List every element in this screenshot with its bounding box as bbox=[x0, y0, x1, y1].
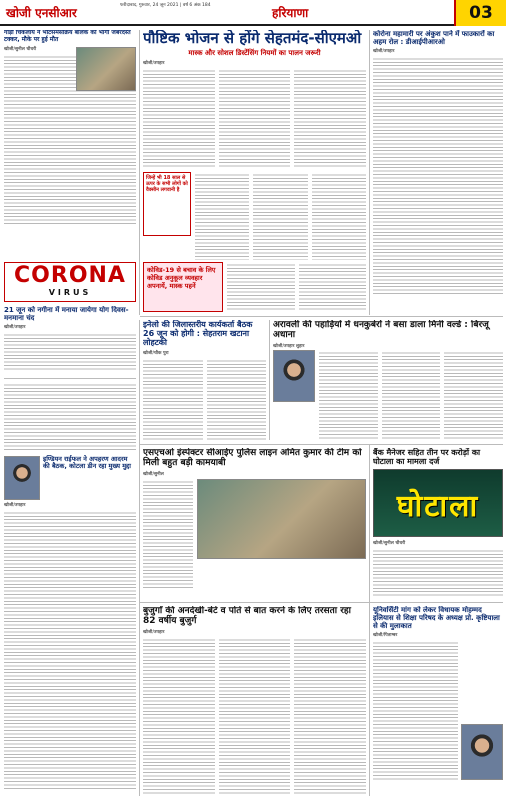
pink-notice-text: कोविड-19 से बचाव के लिए कोविड अनुकूल व्यवहार अपनायें, मास्क पहनें bbox=[147, 266, 216, 290]
story-cia-headline: एसएचओ इंस्पेक्टर सीआईए पुलिस लाइन अमित कुमार की टीम को मिली बहुत बड़ी कामयाबी bbox=[143, 448, 362, 469]
corona-word: CORONA bbox=[14, 263, 126, 288]
virus-word: VIRUS bbox=[48, 288, 92, 297]
story-yoga-headline: 21 जून को नगीना में मनाया जायेगा योग दिवस-मनमाना चंद bbox=[4, 306, 129, 323]
masthead bbox=[0, 0, 506, 26]
page-number-box bbox=[454, 0, 506, 26]
story-nutrition bbox=[143, 30, 366, 260]
accident-photo bbox=[76, 47, 136, 91]
story-yoga-byline: खोजी/उपहार bbox=[4, 325, 26, 331]
story-yoga-body bbox=[4, 332, 136, 372]
story-journalists-headline: कोरोना महामारी पर अंकुश पाने में फाउकारों का अहम रोल : डीआईपीआरओ bbox=[373, 30, 495, 47]
story-inld-byline: खोजी/चौक पुरा bbox=[143, 350, 169, 356]
story-nutrition-headline: पौष्टिक भोजन से होंगे सेहतमंद-सीएमओ bbox=[143, 30, 362, 47]
story-indian-rifle bbox=[4, 382, 136, 796]
vaccine-note-box bbox=[143, 172, 191, 236]
story-aravali-body bbox=[273, 350, 503, 440]
story-nutrition-byline: खोजी/उपहार bbox=[143, 61, 165, 67]
newspaper-name: खोजी एनसीआर bbox=[6, 6, 77, 20]
story-inld-headline: इनेलो की जिलास्तरीय कार्यकर्ता बैठक 26 जून को होगी : सेहतराम खटाना लोहटकी bbox=[143, 320, 253, 348]
story-nutrition-body bbox=[143, 68, 366, 168]
story-elderly-byline: खोजी/उपहार bbox=[143, 629, 165, 635]
date-line: फरीदाबाद, गुरुवार, 24 जून 2021 | वर्ष 6 अंक 184 bbox=[120, 3, 211, 8]
story-university-headline: यूनिवर्सिटी मांग को लेकर विधायक मोहम्मद इलियास से शिक्षा परिषद के अध्यक्ष प्रो. कृष्टियाला से की मुलाकात bbox=[373, 606, 500, 631]
page-number: 03 bbox=[469, 3, 493, 23]
ghotala-graphic bbox=[373, 469, 503, 537]
story-university bbox=[373, 606, 503, 796]
story-inld bbox=[143, 320, 266, 440]
story-accident-byline: खोजी/सुनील चौधरी bbox=[4, 46, 37, 52]
story-yoga bbox=[4, 306, 136, 376]
story-cia bbox=[143, 448, 366, 598]
story-university-byline: खोजी/पिताम्बर bbox=[373, 633, 398, 639]
story-journalists bbox=[373, 30, 503, 315]
story-cia-byline: खोजी/सुनील bbox=[143, 471, 164, 477]
section-title: हरियाणा bbox=[272, 6, 309, 20]
story-bank-body bbox=[373, 548, 503, 598]
story-nutrition-subhead: मास्क और सोशल डिस्टेंसिंग नियमों का पालन जरूरी bbox=[188, 49, 321, 58]
story-elderly bbox=[143, 606, 366, 796]
story-aravali-byline: खोजी/उपहार लुहार bbox=[273, 343, 305, 349]
story-journalists-byline: खोजी/उपहार bbox=[373, 49, 395, 55]
story-bank bbox=[373, 448, 503, 598]
university-portrait bbox=[461, 724, 503, 780]
story-indian-rifle-headline: इण्डियन राईफल ने अपहरण आदरम की बैठक, कोटला डीन रहा मुख्य मुद्दा bbox=[43, 455, 131, 471]
story-journalists-body bbox=[373, 56, 503, 296]
vaccine-note: जिन्हें भी 18 साल से ऊपर के सभी लोगों को वैक्सीन लगवानी है bbox=[146, 175, 188, 194]
ghotala-word: घोटाला bbox=[396, 489, 480, 525]
story-indian-rifle-byline: खोजी/उपहार bbox=[4, 503, 26, 508]
story-elderly-headline: बुजुर्गों की अनदेखी-बेटे व पोते से बात करने के लिए तरसता रहा 82 वर्षीय बुजुर्ग bbox=[143, 606, 351, 627]
story-indian-rifle-body bbox=[4, 510, 136, 790]
story-aravali-headline: अरावली की पहाड़ियों में धनकुबेरों ने बसा डाला मिनी वर्ल्ड : बिरजू अधाना bbox=[273, 320, 489, 341]
story-bank-byline: खोजी/सुनील चौधरी bbox=[373, 541, 406, 547]
story-bank-headline: बैंक मैनेजर सहित तीन पर करोड़ों का घोटाला का मामला दर्ज bbox=[373, 448, 481, 467]
story-accident-headline: गाड़ी चिकलाय ने भोटसमसक्रिय बालक को भागी जबरदस्त टक्कर, मौके पर हुई मौत bbox=[4, 30, 131, 43]
corona-graphic bbox=[4, 262, 136, 302]
story-yoga-body-cont bbox=[4, 382, 136, 452]
police-team-photo bbox=[197, 479, 366, 559]
story-nutrition-continued bbox=[227, 262, 366, 312]
rifle-portrait bbox=[4, 456, 40, 500]
story-cia-body bbox=[143, 479, 193, 589]
aravali-portrait bbox=[273, 350, 315, 402]
story-accident bbox=[4, 30, 136, 260]
story-university-body bbox=[373, 640, 458, 780]
pink-notice bbox=[143, 262, 223, 312]
